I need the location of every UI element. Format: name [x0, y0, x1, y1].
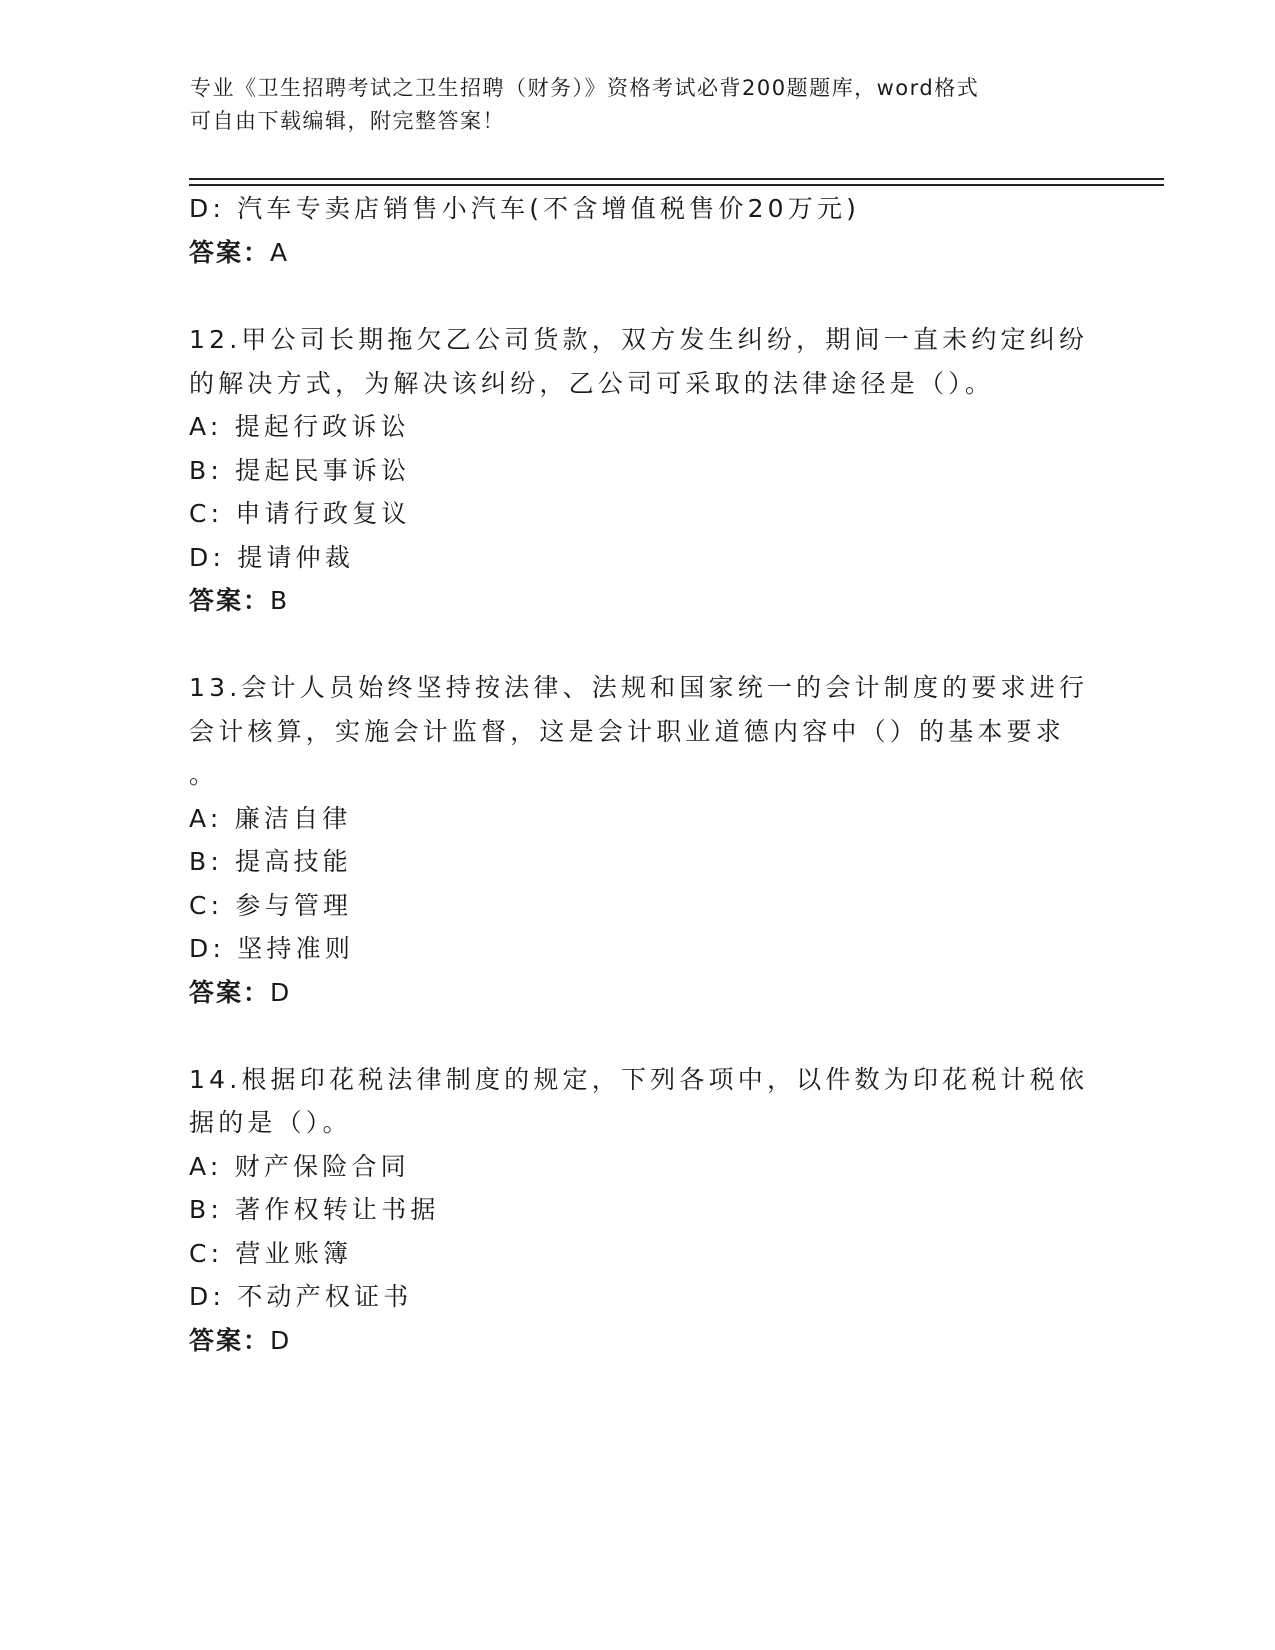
document-header [190, 72, 1070, 138]
q14-option-b: B: 著作权转让书据 [189, 1195, 440, 1224]
q13-option-b: B: 提高技能 [189, 847, 352, 876]
q14-answer [189, 1324, 290, 1358]
q13-option-a: A: 廉洁自律 [189, 804, 352, 833]
answer-value: D [270, 1326, 291, 1355]
q13-text-line-3: 。 [189, 760, 219, 789]
q12-answer [189, 584, 288, 618]
q12-option-a: A: 提起行政诉讼 [189, 412, 410, 441]
answer-value: D [270, 978, 291, 1007]
q13-option-c: C: 参与管理 [189, 891, 353, 920]
header-divider-bottom [189, 184, 1164, 186]
q12-text-line-1: 12.甲公司长期拖欠乙公司货款，双方发生纠纷，期间一直未约定纠纷 [189, 325, 1089, 354]
header-divider-top [189, 178, 1164, 180]
q13-text-line-2: 会计核算，实施会计监督，这是会计职业道德内容中（）的基本要求 [189, 717, 1066, 746]
q13-text-line-1: 13.会计人员始终坚持按法律、法规和国家统一的会计制度的要求进行 [189, 673, 1089, 702]
q14-text-line-1: 14.根据印花税法律制度的规定，下列各项中，以件数为印花税计税依 [189, 1065, 1089, 1094]
prev-option-d: D: 汽车专卖店销售小汽车(不含增值税售价20万元) [189, 194, 861, 223]
q14-option-c: C: 营业账簿 [189, 1239, 353, 1268]
answer-label: 答案： [189, 586, 271, 615]
q14-option-d: D: 不动产权证书 [189, 1282, 413, 1311]
q12-option-c: C: 申请行政复议 [189, 499, 411, 528]
q12-option-d: D: 提请仲裁 [189, 543, 355, 572]
answer-label: 答案： [189, 978, 271, 1007]
q13-answer [189, 976, 290, 1010]
q12-option-b: B: 提起民事诉讼 [189, 456, 411, 485]
q14-option-a: A: 财产保险合同 [189, 1152, 410, 1181]
answer-value: B [270, 586, 289, 615]
prev-answer [189, 236, 288, 270]
header-title-line-1: 专业《卫生招聘考试之卫生招聘（财务）》资格考试必背200题题库，word格式 [190, 76, 980, 100]
answer-label: 答案： [189, 238, 271, 267]
answer-label: 答案： [189, 1326, 271, 1355]
q14-text-line-2: 据的是（）。 [189, 1108, 352, 1137]
header-title-line-2: 可自由下载编辑，附完整答案！ [190, 109, 505, 133]
q12-text-line-2: 的解决方式，为解决该纠纷，乙公司可采取的法律途径是（）。 [189, 369, 995, 398]
answer-value: A [270, 238, 289, 267]
q13-option-d: D: 坚持准则 [189, 934, 355, 963]
